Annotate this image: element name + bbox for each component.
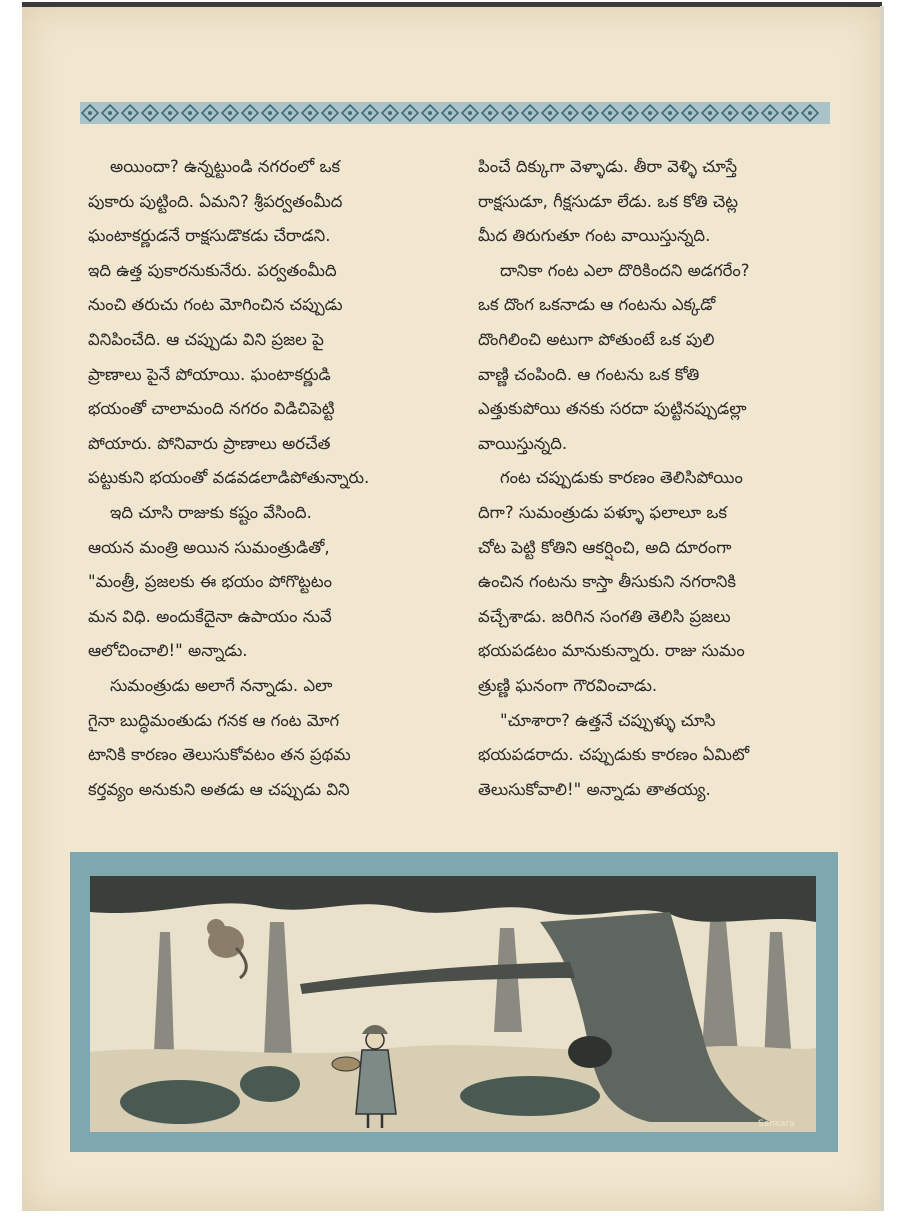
- border-dot: [808, 111, 812, 115]
- border-dot: [448, 111, 452, 115]
- border-dot: [208, 111, 212, 115]
- border-dot: [88, 111, 92, 115]
- paragraph: గంట చప్పుడుకు కారణం తెలిసిపోయిం దిగా? సుమంత్రుడు పళ్ళూ ఫలాలూ ఒక చోట పెట్టి కోతిని ఆకర్షించి, అది దూరంగా ఉంచిన గంటను కాస్తా తీసుకుని నగరానికి వచ్చేశాడు. జరిగిన సంగతి తెలిసి ప్రజలు భయపడటం మానుకున్నారు. రాజు సుమం త్రుణ్ణి ఘనంగా గౌరవించాడు.: [478, 468, 745, 695]
- article-left-column: [88, 150, 448, 807]
- border-dot: [148, 111, 152, 115]
- border-dot: [388, 111, 392, 115]
- border-dot: [628, 111, 632, 115]
- border-dot: [528, 111, 532, 115]
- paragraph: అయిందా? ఉన్నట్టుండి నగరంలో ఒక పుకారు పుట్టింది. ఏమని? శ్రీపర్వతంమీద ఘంటాకర్ణుడనే రాక్షసుడొకడు చేరాడని. ఇది ఉత్త పుకారనుకునేరు. పర్వతంమీది నుంచి తరుచు గంట మోగించిన చప్పుడు వినిపించేది. ఆ చప్పుడు విని ప్రజల పై ప్రాణాలు పైనే పోయాయి. ఘంటాకర్ణుడి భయంతో చాలామంది నగరం విడిచిపెట్టి పోయారు. పోనివారు ప్రాణాలు అరచేత పట్టుకుని భయంతో వడవడలాడిపోతున్నారు.: [88, 157, 370, 488]
- border-dot: [308, 111, 312, 115]
- border-dot: [708, 111, 712, 115]
- border-dot: [788, 111, 792, 115]
- border-dot: [728, 111, 732, 115]
- border-dot: [428, 111, 432, 115]
- decorative-border: [80, 100, 830, 126]
- paragraph: పించే దిక్కుగా వెళ్ళాడు. తీరా వెళ్ళి చూస్తే రాక్షసుడూ, గీక్షసుడూ లేడు. ఒక కోతి చెట్ల మీద తిరుగుతూ గంట వాయిస్తున్నది.: [478, 157, 739, 246]
- article-right-column: [478, 150, 840, 807]
- border-dot: [468, 111, 472, 115]
- border-dot: [588, 111, 592, 115]
- border-dot: [668, 111, 672, 115]
- border-dot: [608, 111, 612, 115]
- border-dot: [568, 111, 572, 115]
- border-dot: [168, 111, 172, 115]
- border-dot: [108, 111, 112, 115]
- border-dot: [228, 111, 232, 115]
- border-dot: [128, 111, 132, 115]
- border-dot: [548, 111, 552, 115]
- page-top-edge: [22, 2, 882, 7]
- forest-illustration: [70, 852, 838, 1152]
- paragraph: "చూశారా? ఉత్తనే చప్పుళ్ళు చూసి భయపడరాదు. చప్పుడుకు కారణం ఏమిటో తెలుసుకోవాలి!" అన్నాడు తాతయ్య.: [478, 710, 750, 799]
- border-dot: [688, 111, 692, 115]
- paragraph: దానికా గంట ఎలా దొరికిందని అడగరేం? ఒక దొంగ ఒకనాడు ఆ గంటను ఎక్కడో దొంగిలించి అటుగా పోతుంటే ఒక పులి వాణ్ణి చంపింది. ఆ గంటను ఒక కోతి ఎత్తుకుపోయి తనకు సరదా పుట్టినప్పుడల్లా వాయిస్తున్నది.: [478, 260, 750, 453]
- border-dot: [348, 111, 352, 115]
- border-dot: [268, 111, 272, 115]
- border-dot: [488, 111, 492, 115]
- border-dot: [748, 111, 752, 115]
- artist-signature: Sankara: [758, 1119, 795, 1129]
- border-dot: [368, 111, 372, 115]
- paragraph: సుమంత్రుడు అలాగే నన్నాడు. ఎలా గైనా బుద్ధిమంతుడు గనక ఆ గంట మోగ టానికి కారణం తెలుసుకోవటం తన ప్రథమ కర్తవ్యం అనుకుని అతడు ఆ చప్పుడు విని: [88, 675, 351, 799]
- border-dot: [248, 111, 252, 115]
- border-dot: [768, 111, 772, 115]
- border-dot: [648, 111, 652, 115]
- paragraph: ఇది చూసి రాజుకు కష్టం వేసింది. ఆయన మంత్రి అయిన సుమంత్రుడితో, "మంత్రీ, ప్రజలకు ఈ భయం పోగొట్టటం మన విధి. అందుకేదైనా ఉపాయం నువే ఆలోచించాలి!" అన్నాడు.: [88, 502, 332, 661]
- tree-hollow: [568, 1036, 612, 1068]
- border-dot: [288, 111, 292, 115]
- border-dot: [188, 111, 192, 115]
- border-dot: [328, 111, 332, 115]
- page-right-edge: [880, 6, 884, 1211]
- border-dot: [508, 111, 512, 115]
- border-dot: [408, 111, 412, 115]
